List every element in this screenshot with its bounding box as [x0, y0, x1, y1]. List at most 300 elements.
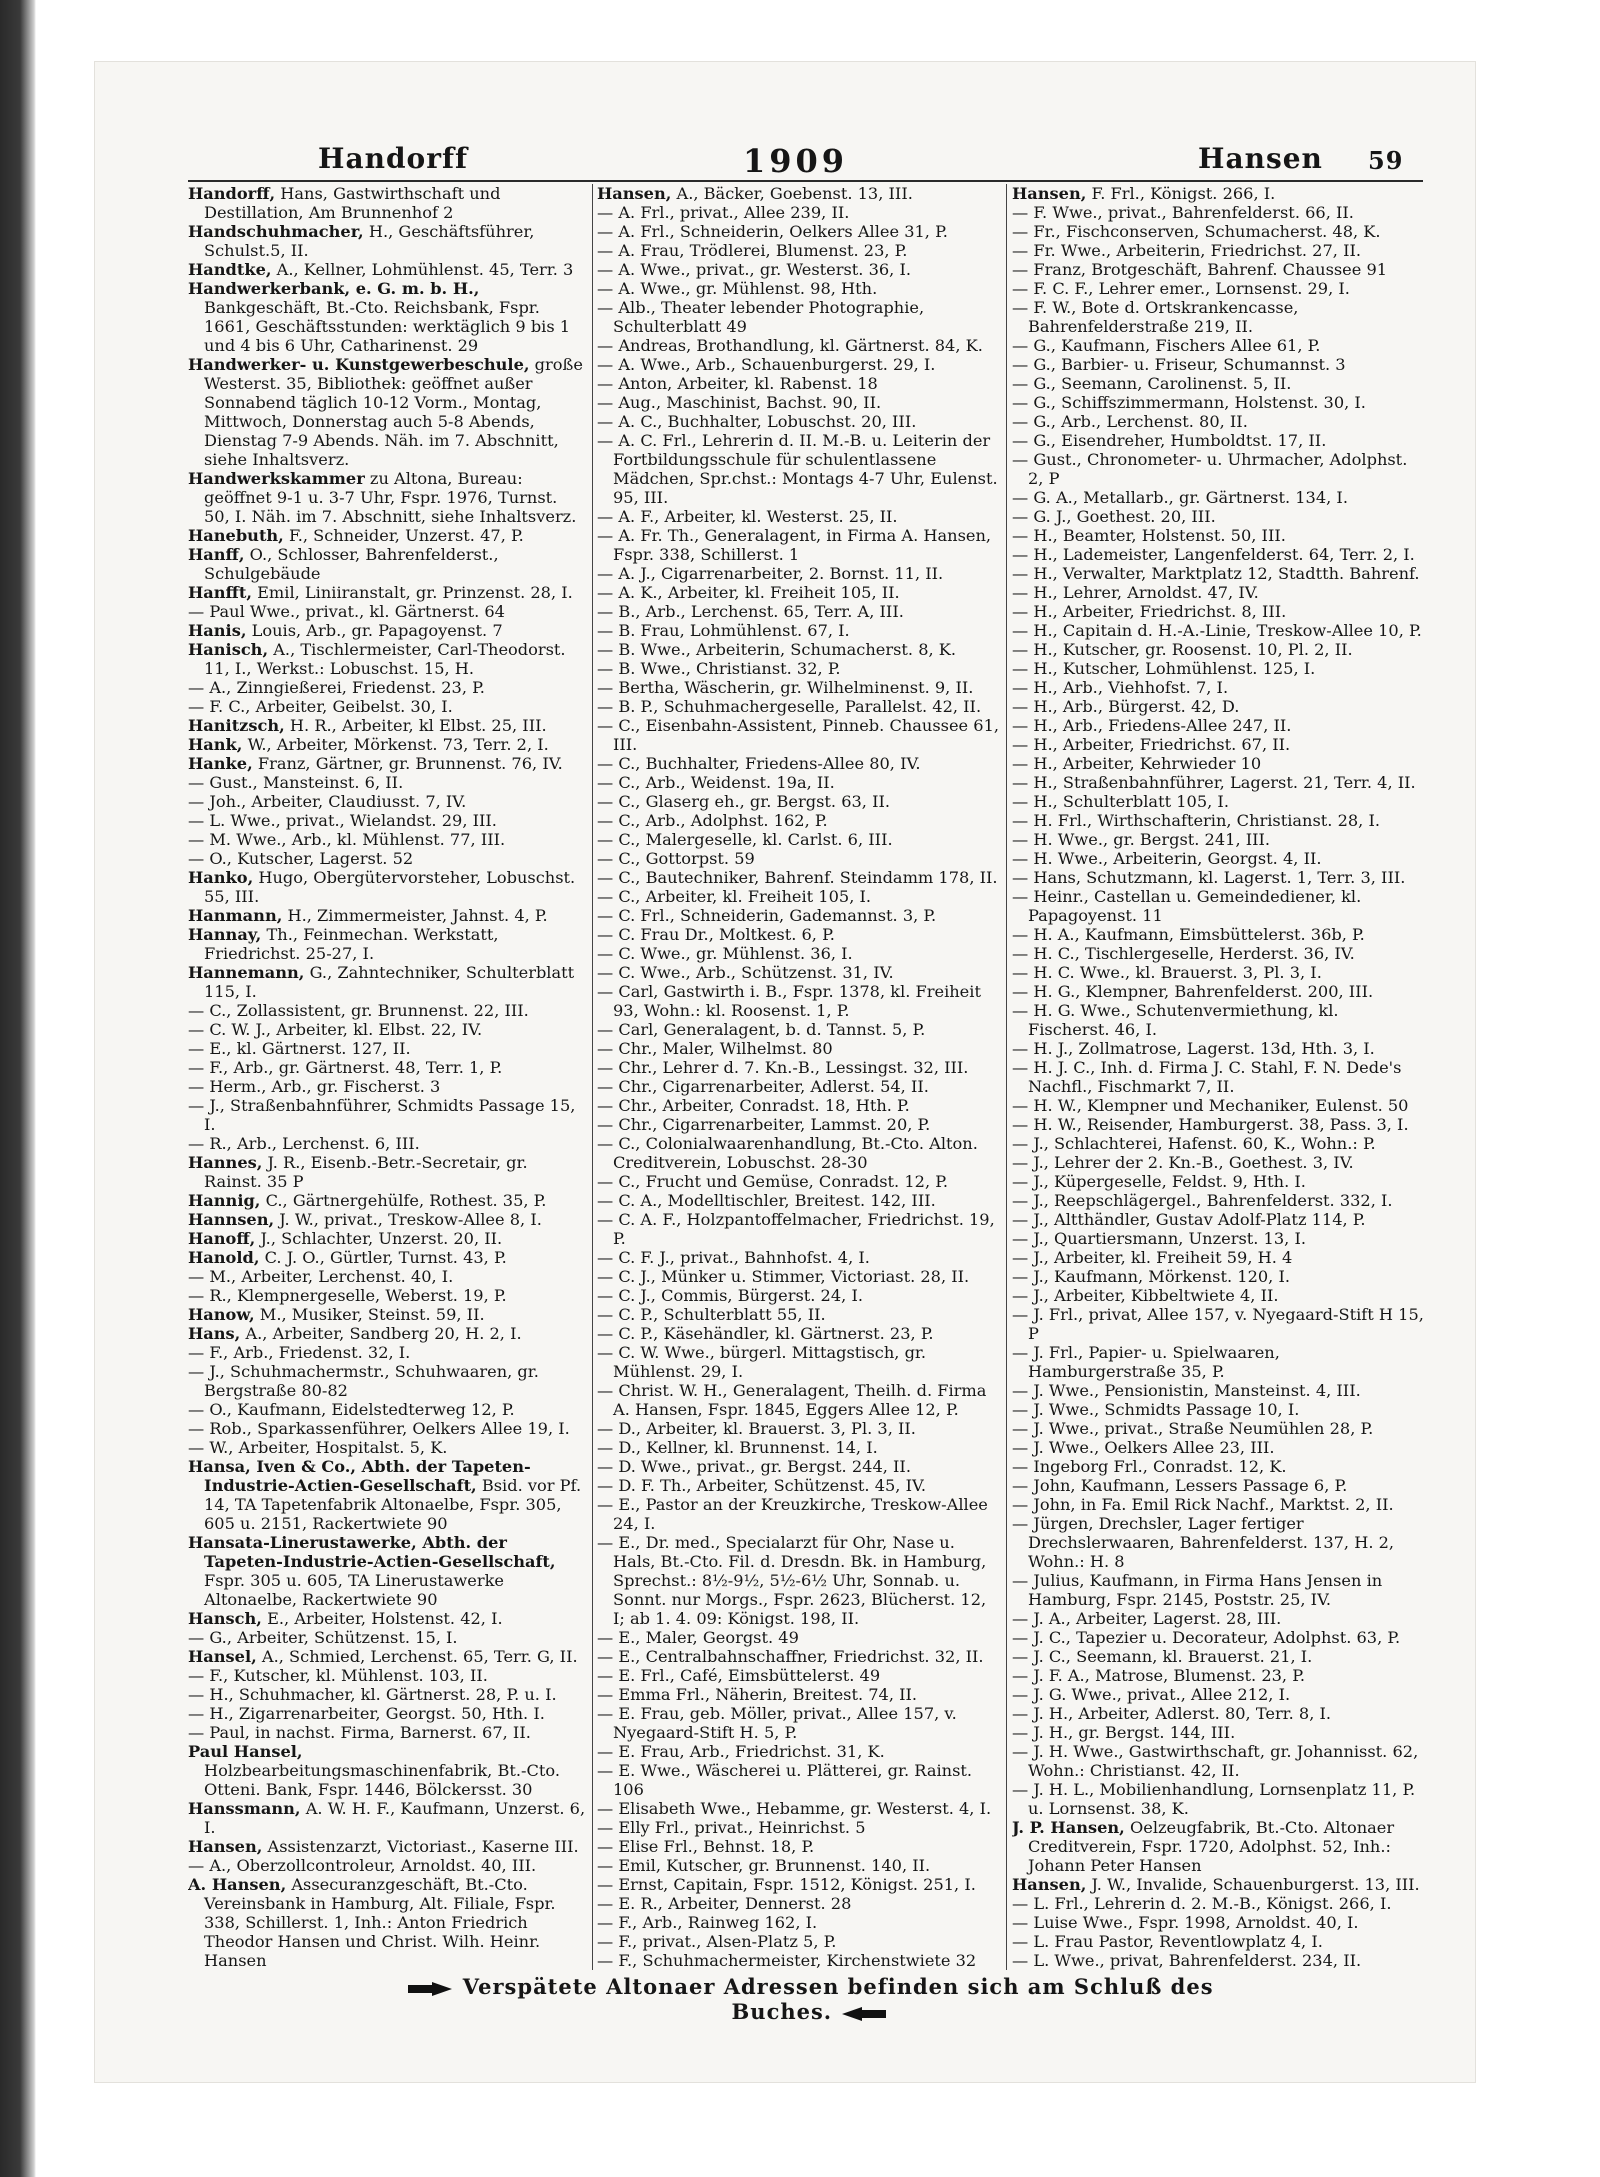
entry-name: Hansen,	[597, 184, 672, 203]
entry-text: — H., Lademeister, Langenfelderst. 64, Terr. 2, I.	[1012, 545, 1415, 564]
directory-entry	[597, 1134, 1002, 1172]
directory-entry	[1012, 583, 1424, 602]
directory-entry	[597, 1932, 1002, 1951]
directory-entry	[1012, 450, 1424, 488]
entry-text: — G., Barbier- u. Friseur, Schumannst. 3	[1012, 355, 1346, 374]
entry-name: Hanfft,	[188, 583, 252, 602]
directory-entry	[1012, 1096, 1424, 1115]
entry-name: Hannes,	[188, 1153, 263, 1172]
header-year: 1909	[743, 142, 849, 180]
entry-text: Emil, Liniiranstalt, gr. Prinzenst. 28, I.	[257, 583, 573, 602]
entry-text: — J., Altthändler, Gustav Adolf-Platz 114, P.	[1012, 1210, 1366, 1229]
directory-entry	[188, 1096, 588, 1134]
directory-entry	[1012, 602, 1424, 621]
directory-entry	[597, 1818, 1002, 1837]
scan-binding-edge	[0, 0, 36, 2177]
directory-entry	[1012, 1609, 1424, 1628]
entry-text: — O., Kaufmann, Eidelstedterweg 12, P.	[188, 1400, 515, 1419]
directory-entry	[188, 1666, 588, 1685]
directory-entry	[597, 1381, 1002, 1419]
entry-name: Paul Hansel,	[188, 1742, 303, 1761]
entry-text: — G., Arb., Lerchenst. 80, II.	[1012, 412, 1248, 431]
header-left-keyword: Handorff	[318, 142, 469, 175]
directory-entry	[188, 906, 588, 925]
entry-name: Hansen,	[188, 1837, 263, 1856]
entry-name: Hansata-Linerustawerke, Abth. der Tapeten-Industrie-Actien-Gesellschaft,	[188, 1533, 556, 1571]
page-header	[188, 142, 1423, 178]
directory-entry	[1012, 621, 1424, 640]
directory-entry	[188, 1039, 588, 1058]
entry-text: A., Tischlermeister, Carl-Theodorst. 11, I., Werkst.: Lobuschst. 15, H.	[204, 640, 566, 678]
entry-text: — J., Straßenbahnführer, Schmidts Passage 15, I.	[188, 1096, 576, 1134]
entry-name: Hannig,	[188, 1191, 261, 1210]
entry-text: — H., Arb., Viehhofst. 7, I.	[1012, 678, 1229, 697]
entry-text: — B. Wwe., Christianst. 32, P.	[597, 659, 841, 678]
directory-entry	[597, 564, 1002, 583]
entry-text: — G. A., Metallarb., gr. Gärtnerst. 134, I.	[1012, 488, 1348, 507]
entry-text: — G. J., Goethest. 20, III.	[1012, 507, 1216, 526]
entry-text: — B., Arb., Lerchenst. 65, Terr. A, III.	[597, 602, 904, 621]
entry-text: — R., Arb., Lerchenst. 6, III.	[188, 1134, 420, 1153]
entry-text: — C. P., Schulterblatt 55, II.	[597, 1305, 826, 1324]
entry-text: große Westerst. 35, Bibliothek: geöffnet außer Sonnabend täglich 10-12 Vorm., Montag, Mittwoch, Donnerstag auch 5-8 Abends, Dienstag 7-9 Abends. Näh. im 7. Abschnitt, siehe Inhaltsverz.	[204, 355, 583, 469]
entry-text: — Rob., Sparkassenführer, Oelkers Allee 19, I.	[188, 1419, 570, 1438]
entry-text: — C., Colonialwaarenhandlung, Bt.-Cto. Alton. Creditverein, Lobuschst. 28-30	[597, 1134, 978, 1172]
directory-entry	[188, 1020, 588, 1039]
directory-entry	[1012, 1058, 1424, 1096]
entry-text: — E., Pastor an der Kreuzkirche, Treskow-Allee 24, I.	[597, 1495, 988, 1533]
directory-entry	[597, 1419, 1002, 1438]
entry-text: — F. Wwe., privat., Bahrenfelderst. 66, II.	[1012, 203, 1354, 222]
directory-entry	[188, 1628, 588, 1647]
directory-entry	[1012, 1647, 1424, 1666]
directory-entry	[1012, 526, 1424, 545]
directory-entry	[597, 1628, 1002, 1647]
directory-entry	[188, 1153, 588, 1191]
entry-text: — Paul Wwe., privat., kl. Gärtnerst. 64	[188, 602, 505, 621]
directory-entry	[597, 1704, 1002, 1742]
directory-entry	[1012, 1115, 1424, 1134]
directory-entry	[597, 1894, 1002, 1913]
directory-entry	[1012, 1571, 1424, 1609]
directory-entry	[597, 944, 1002, 963]
directory-entry	[1012, 678, 1424, 697]
directory-entry	[1012, 545, 1424, 564]
entry-text: — J. Wwe., Pensionistin, Mansteinst. 4, III.	[1012, 1381, 1361, 1400]
entry-text: Assecuranzgeschäft, Bt.-Cto. Vereinsbank in Hamburg, Alt. Filiale, Fspr. 338, Schillerst. 1, Inh.: Anton Friedrich Theodor Hansen und Christ. Wilh. Heinr. Hansen	[204, 1875, 556, 1970]
entry-text: — Gust., Chronometer- u. Uhrmacher, Adolphst. 2, P	[1012, 450, 1408, 488]
directory-entry	[597, 925, 1002, 944]
entry-name: Handwerkerbank, e. G. m. b. H.,	[188, 279, 480, 298]
directory-entry	[597, 431, 1002, 507]
entry-text: — J. Wwe., Schmidts Passage 10, I.	[1012, 1400, 1300, 1419]
entry-name: Hanoff,	[188, 1229, 256, 1248]
entry-text: — Elly Frl., privat., Heinrichst. 5	[597, 1818, 866, 1837]
directory-entry	[1012, 260, 1424, 279]
entry-name: Handwerker- u. Kunstgewerbeschule,	[188, 355, 530, 374]
directory-entry	[1012, 887, 1424, 925]
entry-text: — E., Centralbahnschaffner, Friedrichst. 32, II.	[597, 1647, 984, 1666]
entry-text: — E., Maler, Georgst. 49	[597, 1628, 799, 1647]
entry-name: Handwerkskammer	[188, 469, 365, 488]
entry-text: — H. J. C., Inh. d. Firma J. C. Stahl, F. N. Dede's Nachfl., Fischmarkt 7, II.	[1012, 1058, 1402, 1096]
entry-text: — H., Beamter, Holstenst. 50, III.	[1012, 526, 1286, 545]
entry-name: Hanmann,	[188, 906, 283, 925]
entry-text: — H., Schuhmacher, kl. Gärtnerst. 28, P. u. I.	[188, 1685, 557, 1704]
entry-text: — Bertha, Wäscherin, gr. Wilhelminenst. 9, II.	[597, 678, 974, 697]
directory-entry	[1012, 1628, 1424, 1647]
directory-entry	[597, 830, 1002, 849]
entry-text: — M. Wwe., Arb., kl. Mühlenst. 77, III.	[188, 830, 506, 849]
directory-entry	[1012, 1267, 1424, 1286]
entry-text: — J. H. Wwe., Gastwirthschaft, gr. Johannisst. 62, Wohn.: Christianst. 42, II.	[1012, 1742, 1419, 1780]
directory-entry	[1012, 1723, 1424, 1742]
directory-entry	[1012, 393, 1424, 412]
directory-entry	[597, 1286, 1002, 1305]
directory-entry	[597, 241, 1002, 260]
entry-text: — J., Küpergeselle, Feldst. 9, Hth. I.	[1012, 1172, 1306, 1191]
directory-entry	[1012, 336, 1424, 355]
directory-entry	[1012, 811, 1424, 830]
directory-entry	[1012, 1666, 1424, 1685]
directory-entry	[1012, 1286, 1424, 1305]
entry-text: — Gust., Mansteinst. 6, II.	[188, 773, 404, 792]
directory-entry	[597, 1115, 1002, 1134]
entry-text: — A. Frau, Trödlerei, Blumenst. 23, P.	[597, 241, 908, 260]
entry-text: — C., Frucht und Gemüse, Conradst. 12, P.	[597, 1172, 948, 1191]
directory-entry	[188, 830, 588, 849]
entry-text: — H., Verwalter, Marktplatz 12, Stadtth. Bahrenf.	[1012, 564, 1420, 583]
directory-entry	[1012, 1951, 1424, 1970]
entry-text: Franz, Gärtner, gr. Brunnenst. 76, IV.	[257, 754, 563, 773]
entry-text: — H., Arbeiter, Friedrichst. 8, III.	[1012, 602, 1287, 621]
directory-entry	[188, 1685, 588, 1704]
directory-entry	[597, 1761, 1002, 1799]
entry-text: — H., Arbeiter, Friedrichst. 67, II.	[1012, 735, 1291, 754]
entry-text: — L. Wwe., privat., Wielandst. 29, III.	[188, 811, 497, 830]
directory-entry	[188, 678, 588, 697]
page-number: 59	[1368, 146, 1404, 175]
directory-entry	[188, 1533, 588, 1609]
directory-entry	[597, 184, 1002, 203]
entry-text: — J. Frl., Papier- u. Spielwaaren, Hamburgerstraße 35, P.	[1012, 1343, 1280, 1381]
directory-entry	[1012, 963, 1424, 982]
directory-entry	[1012, 792, 1424, 811]
directory-entry	[1012, 925, 1424, 944]
entry-text: — H. G., Klempner, Bahrenfelderst. 200, III.	[1012, 982, 1374, 1001]
entry-name: Hank,	[188, 735, 243, 754]
entry-text: — E., kl. Gärtnerst. 127, II.	[188, 1039, 411, 1058]
entry-text: — C. A., Modelltischler, Breitest. 142, III.	[597, 1191, 936, 1210]
directory-entry	[1012, 1438, 1424, 1457]
pointing-hand-right-icon	[406, 1981, 454, 1997]
footer-note: Verspätete Altonaer Adressen befinden sich am Schluß des Buches.	[462, 1974, 1214, 2024]
directory-entry	[188, 1647, 588, 1666]
entry-text: — C. W. Wwe., bürgerl. Mittagstisch, gr. Mühlenst. 29, I.	[597, 1343, 927, 1381]
entry-text: zu Altona, Bureau: geöffnet 9-1 u. 3-7 Uhr, Fspr. 1976, Turnst. 50, I. Näh. im 7. Abschnitt, siehe Inhaltsverz.	[204, 469, 577, 526]
entry-text: H., Geschäftsführer, Schulst.5, II.	[204, 222, 535, 260]
entry-text: — C., Malergeselle, kl. Carlst. 6, III.	[597, 830, 893, 849]
entry-text: — H., Capitain d. H.-A.-Linie, Treskow-Allee 10, P.	[1012, 621, 1422, 640]
directory-entry	[188, 963, 588, 1001]
entry-text: — J. H., Arbeiter, Adlerst. 80, Terr. 8, I.	[1012, 1704, 1332, 1723]
directory-entry	[1012, 1039, 1424, 1058]
directory-entry	[188, 621, 588, 640]
directory-entry	[597, 1172, 1002, 1191]
directory-entry	[1012, 1381, 1424, 1400]
entry-text: — M., Arbeiter, Lerchenst. 40, I.	[188, 1267, 454, 1286]
directory-entry	[1012, 1172, 1424, 1191]
entry-text: — H., Zigarrenarbeiter, Georgst. 50, Hth. I.	[188, 1704, 545, 1723]
entry-text: — L. Wwe., privat, Bahrenfelderst. 234, II.	[1012, 1951, 1362, 1970]
entry-text: — L. Frau Pastor, Reventlowplatz 4, I.	[1012, 1932, 1323, 1951]
entry-text: — Christ. W. H., Generalagent, Theilh. d. Firma A. Hansen, Fspr. 1845, Eggers Allee 12, P.	[597, 1381, 987, 1419]
directory-entry	[597, 526, 1002, 564]
entry-text: J. W., privat., Treskow-Allee 8, I.	[279, 1210, 542, 1229]
entry-text: H., Zimmermeister, Jahnst. 4, P.	[287, 906, 548, 925]
entry-text: F., Schneider, Unzerst. 47, P.	[288, 526, 524, 545]
directory-entry	[597, 222, 1002, 241]
entry-text: — H. J., Zollmatrose, Lagerst. 13d, Hth. 3, I.	[1012, 1039, 1375, 1058]
entry-text: C. J. O., Gürtler, Turnst. 43, P.	[264, 1248, 507, 1267]
entry-text: — C., Buchhalter, Friedens-Allee 80, IV.	[597, 754, 921, 773]
directory-entry	[597, 1058, 1002, 1077]
entry-text: — E. Frau, Arb., Friedrichst. 31, K.	[597, 1742, 885, 1761]
entry-text: — L. Frl., Lehrerin d. 2. M.-B., Königst. 266, I.	[1012, 1894, 1392, 1913]
directory-entry	[1012, 849, 1424, 868]
directory-entry	[597, 1856, 1002, 1875]
entry-text: — H., Straßenbahnführer, Lagerst. 21, Terr. 4, II.	[1012, 773, 1416, 792]
entry-text: — A. F., Arbeiter, kl. Westerst. 25, II.	[597, 507, 898, 526]
directory-entry	[188, 526, 588, 545]
entry-name: Hanff,	[188, 545, 245, 564]
header-rule	[188, 180, 1423, 182]
entry-text: — C. W. J., Arbeiter, kl. Elbst. 22, IV.	[188, 1020, 483, 1039]
directory-entry	[1012, 1134, 1424, 1153]
directory-entry	[1012, 1780, 1424, 1818]
entry-text: — Luise Wwe., Fspr. 1998, Arnoldst. 40, I.	[1012, 1913, 1359, 1932]
entry-text: — Elisabeth Wwe., Hebamme, gr. Westerst. 4, I.	[597, 1799, 992, 1818]
directory-entry	[597, 887, 1002, 906]
entry-name: Handorff,	[188, 184, 276, 203]
entry-text: — J. A., Arbeiter, Lagerst. 28, III.	[1012, 1609, 1282, 1628]
entry-text: — Ingeborg Frl., Conradst. 12, K.	[1012, 1457, 1287, 1476]
entry-name: Handtke,	[188, 260, 272, 279]
entry-text: — R., Klempnergeselle, Weberst. 19, P.	[188, 1286, 507, 1305]
entry-text: Fspr. 305 u. 605, TA Linerustawerke Altonaelbe, Rackertwiete 90	[204, 1571, 504, 1609]
entry-text: — Paul, in nachst. Firma, Barnerst. 67, II.	[188, 1723, 531, 1742]
entry-text: — J., Lehrer der 2. Kn.-B., Goethest. 3, IV.	[1012, 1153, 1354, 1172]
directory-entry	[188, 279, 588, 355]
directory-entry	[188, 1362, 588, 1400]
entry-text: — C., Zollassistent, gr. Brunnenst. 22, III.	[188, 1001, 529, 1020]
entry-text: — Chr., Arbeiter, Conradst. 18, Hth. P.	[597, 1096, 910, 1115]
entry-text: — C. Wwe., gr. Mühlenst. 36, I.	[597, 944, 853, 963]
entry-text: — J., Reepschlägergel., Bahrenfelderst. 332, I.	[1012, 1191, 1393, 1210]
entry-text: — J. Wwe., privat., Straße Neumühlen 28, P.	[1012, 1419, 1374, 1438]
entry-name: Hannay,	[188, 925, 262, 944]
entry-text: — F. W., Bote d. Ortskrankencasse, Bahrenfelderstraße 219, II.	[1012, 298, 1299, 336]
directory-entry	[597, 697, 1002, 716]
entry-text: — A. K., Arbeiter, kl. Freiheit 105, II.	[597, 583, 900, 602]
entry-text: — Heinr., Castellan u. Gemeindediener, kl. Papagoyenst. 11	[1012, 887, 1362, 925]
directory-entry	[1012, 203, 1424, 222]
directory-entry	[597, 602, 1002, 621]
entry-text: — A. Wwe., privat., gr. Westerst. 36, I.	[597, 260, 912, 279]
entry-text: — F., privat., Alsen-Platz 5, P.	[597, 1932, 837, 1951]
directory-entry	[188, 811, 588, 830]
entry-text: — G., Arbeiter, Schützenst. 15, I.	[188, 1628, 458, 1647]
directory-entry	[1012, 507, 1424, 526]
entry-text: — H., Arb., Friedens-Allee 247, II.	[1012, 716, 1292, 735]
entry-name: Hanisch,	[188, 640, 269, 659]
entry-name: Hansen,	[1012, 1875, 1087, 1894]
directory-entry	[188, 1267, 588, 1286]
directory-entry	[188, 868, 588, 906]
directory-entry	[188, 1324, 588, 1343]
entry-name: Hanold,	[188, 1248, 260, 1267]
entry-name: Hanis,	[188, 621, 247, 640]
directory-entry	[1012, 1913, 1424, 1932]
directory-entry	[188, 1742, 588, 1799]
directory-entry	[1012, 1210, 1424, 1229]
entry-text: — J. G. Wwe., privat., Allee 212, I.	[1012, 1685, 1291, 1704]
entry-text: — J., Arbeiter, kl. Freiheit 59, H. 4	[1012, 1248, 1293, 1267]
directory-entry	[597, 279, 1002, 298]
directory-entry	[597, 678, 1002, 697]
directory-entry	[597, 640, 1002, 659]
entry-text: — Ernst, Capitain, Fspr. 1512, Königst. 251, I.	[597, 1875, 976, 1894]
entry-text: — F. C. F., Lehrer emer., Lornsenst. 29, I.	[1012, 279, 1350, 298]
entry-text: — C. J., Münker u. Stimmer, Victoriast. 28, II.	[597, 1267, 970, 1286]
entry-name: J. P. Hansen,	[1012, 1818, 1125, 1837]
directory-entry	[1012, 773, 1424, 792]
directory-entry	[1012, 659, 1424, 678]
directory-entry	[188, 1704, 588, 1723]
entry-text: — Fr., Fischconserven, Schumacherst. 48, K.	[1012, 222, 1381, 241]
directory-entry	[597, 1476, 1002, 1495]
entry-text: — Fr. Wwe., Arbeiterin, Friedrichst. 27, II.	[1012, 241, 1362, 260]
entry-text: — H., Kutscher, Lohmühlenst. 125, I.	[1012, 659, 1316, 678]
directory-entry	[1012, 735, 1424, 754]
directory-entry	[597, 1210, 1002, 1248]
column-divider	[1006, 184, 1007, 1970]
directory-entry	[188, 1134, 588, 1153]
directory-entry	[597, 298, 1002, 336]
entry-text: — A. Frl., privat., Allee 239, II.	[597, 203, 850, 222]
directory-entry	[1012, 412, 1424, 431]
entry-name: A. Hansen,	[188, 1875, 287, 1894]
entry-text: — C., Eisenbahn-Assistent, Pinneb. Chaussee 61, III.	[597, 716, 1000, 754]
directory-entry	[597, 1837, 1002, 1856]
entry-text: — J., Kaufmann, Mörkenst. 120, I.	[1012, 1267, 1291, 1286]
entry-name: Hansel,	[188, 1647, 257, 1666]
directory-entry	[1012, 1191, 1424, 1210]
directory-entry	[188, 1343, 588, 1362]
entry-text: — C. Wwe., Arb., Schützenst. 31, IV.	[597, 963, 894, 982]
entry-text: — C. A. F., Holzpantoffelmacher, Friedrichst. 19, P.	[597, 1210, 995, 1248]
directory-entry	[1012, 1343, 1424, 1381]
directory-entry	[1012, 355, 1424, 374]
entry-text: — G., Schiffszimmermann, Holstenst. 30, I.	[1012, 393, 1366, 412]
directory-entry	[597, 1951, 1002, 1970]
directory-entry	[1012, 697, 1424, 716]
entry-text: — J. C., Seemann, kl. Brauerst. 21, I.	[1012, 1647, 1313, 1666]
directory-entry	[188, 1058, 588, 1077]
entry-text: — B. Wwe., Arbeiterin, Schumacherst. 8, K.	[597, 640, 957, 659]
directory-entry	[597, 792, 1002, 811]
directory-entry	[1012, 564, 1424, 583]
entry-text: — F., Schuhmachermeister, Kirchenstwiete 32	[597, 1951, 977, 1970]
entry-text: — J. F. A., Matrose, Blumenst. 23, P.	[1012, 1666, 1305, 1685]
directory-entry	[597, 1913, 1002, 1932]
entry-text: — E. Wwe., Wäscherei u. Plätterei, gr. Rainst. 106	[597, 1761, 973, 1799]
entry-text: — John, in Fa. Emil Rick Nachf., Marktst. 2, II.	[1012, 1495, 1394, 1514]
directory-entry	[1012, 431, 1424, 450]
entry-text: F. Frl., Königst. 266, I.	[1091, 184, 1276, 203]
entry-text: — H. W., Klempner und Mechaniker, Eulenst. 50	[1012, 1096, 1409, 1115]
entry-text: — C., Glaserg eh., gr. Bergst. 63, II.	[597, 792, 891, 811]
directory-entry	[597, 1742, 1002, 1761]
directory-entry	[188, 260, 588, 279]
entry-text: — D. Wwe., privat., gr. Bergst. 244, II.	[597, 1457, 911, 1476]
directory-entry	[188, 602, 588, 621]
entry-text: — G., Kaufmann, Fischers Allee 61, P.	[1012, 336, 1321, 355]
entry-text: — E. Frau, geb. Möller, privat., Allee 157, v. Nyegaard-Stift H. 5, P.	[597, 1704, 957, 1742]
directory-entry	[188, 1400, 588, 1419]
directory-entry	[188, 184, 588, 222]
directory-entry	[188, 583, 588, 602]
directory-entry	[597, 1248, 1002, 1267]
directory-entry	[1012, 754, 1424, 773]
entry-text: — Herm., Arb., gr. Fischerst. 3	[188, 1077, 441, 1096]
directory-entry	[597, 507, 1002, 526]
entry-text: — H. Frl., Wirthschafterin, Christianst. 28, I.	[1012, 811, 1381, 830]
directory-entry	[597, 203, 1002, 222]
directory-entry	[597, 963, 1002, 982]
directory-entry	[1012, 1419, 1424, 1438]
directory-entry	[1012, 1818, 1424, 1875]
directory-entry	[188, 1248, 588, 1267]
entry-text: — A. C. Frl., Lehrerin d. II. M.-B. u. Leiterin der Fortbildungsschule für schulentlassene Mädchen, Spr.chst.: Montags 4-7 Uhr, Eulenst. 95, III.	[597, 431, 998, 507]
directory-entry	[188, 716, 588, 735]
directory-entry	[1012, 1685, 1424, 1704]
entry-text: — Chr., Cigarrenarbeiter, Adlerst. 54, II.	[597, 1077, 929, 1096]
directory-entry	[597, 1799, 1002, 1818]
entry-text: — C., Gottorpst. 59	[597, 849, 755, 868]
directory-entry	[597, 1533, 1002, 1628]
column-2	[597, 184, 1002, 1970]
entry-text: — Elise Frl., Behnst. 18, P.	[597, 1837, 815, 1856]
directory-entry	[1012, 1495, 1424, 1514]
entry-text: — W., Arbeiter, Hospitalst. 5, K.	[188, 1438, 448, 1457]
entry-text: Holzbearbeitungsmaschinenfabrik, Bt.-Cto. Otteni. Bank, Fspr. 1446, Bölckersst. 30	[204, 1761, 560, 1799]
directory-entry	[597, 1457, 1002, 1476]
entry-text: Hans, Gastwirthschaft und Destillation, Am Brunnenhof 2	[204, 184, 501, 222]
entry-text: — H. Wwe., Arbeiterin, Georgst. 4, II.	[1012, 849, 1322, 868]
entry-text: — Chr., Lehrer d. 7. Kn.-B., Lessingst. 32, III.	[597, 1058, 969, 1077]
directory-entry	[1012, 1229, 1424, 1248]
entry-text: — C., Arb., Weidenst. 19a, II.	[597, 773, 835, 792]
entry-text: — A. Wwe., gr. Mühlenst. 98, Hth.	[597, 279, 878, 298]
directory-entry	[597, 393, 1002, 412]
directory-entry	[1012, 222, 1424, 241]
entry-name: Hannemann,	[188, 963, 305, 982]
directory-entry	[597, 1343, 1002, 1381]
entry-text: — H. G. Wwe., Schutenvermiethung, kl. Fischerst. 46, I.	[1012, 1001, 1339, 1039]
directory-entry	[597, 754, 1002, 773]
entry-text: J. R., Eisenb.-Betr.-Secretair, gr. Rainst. 35 P	[204, 1153, 528, 1191]
